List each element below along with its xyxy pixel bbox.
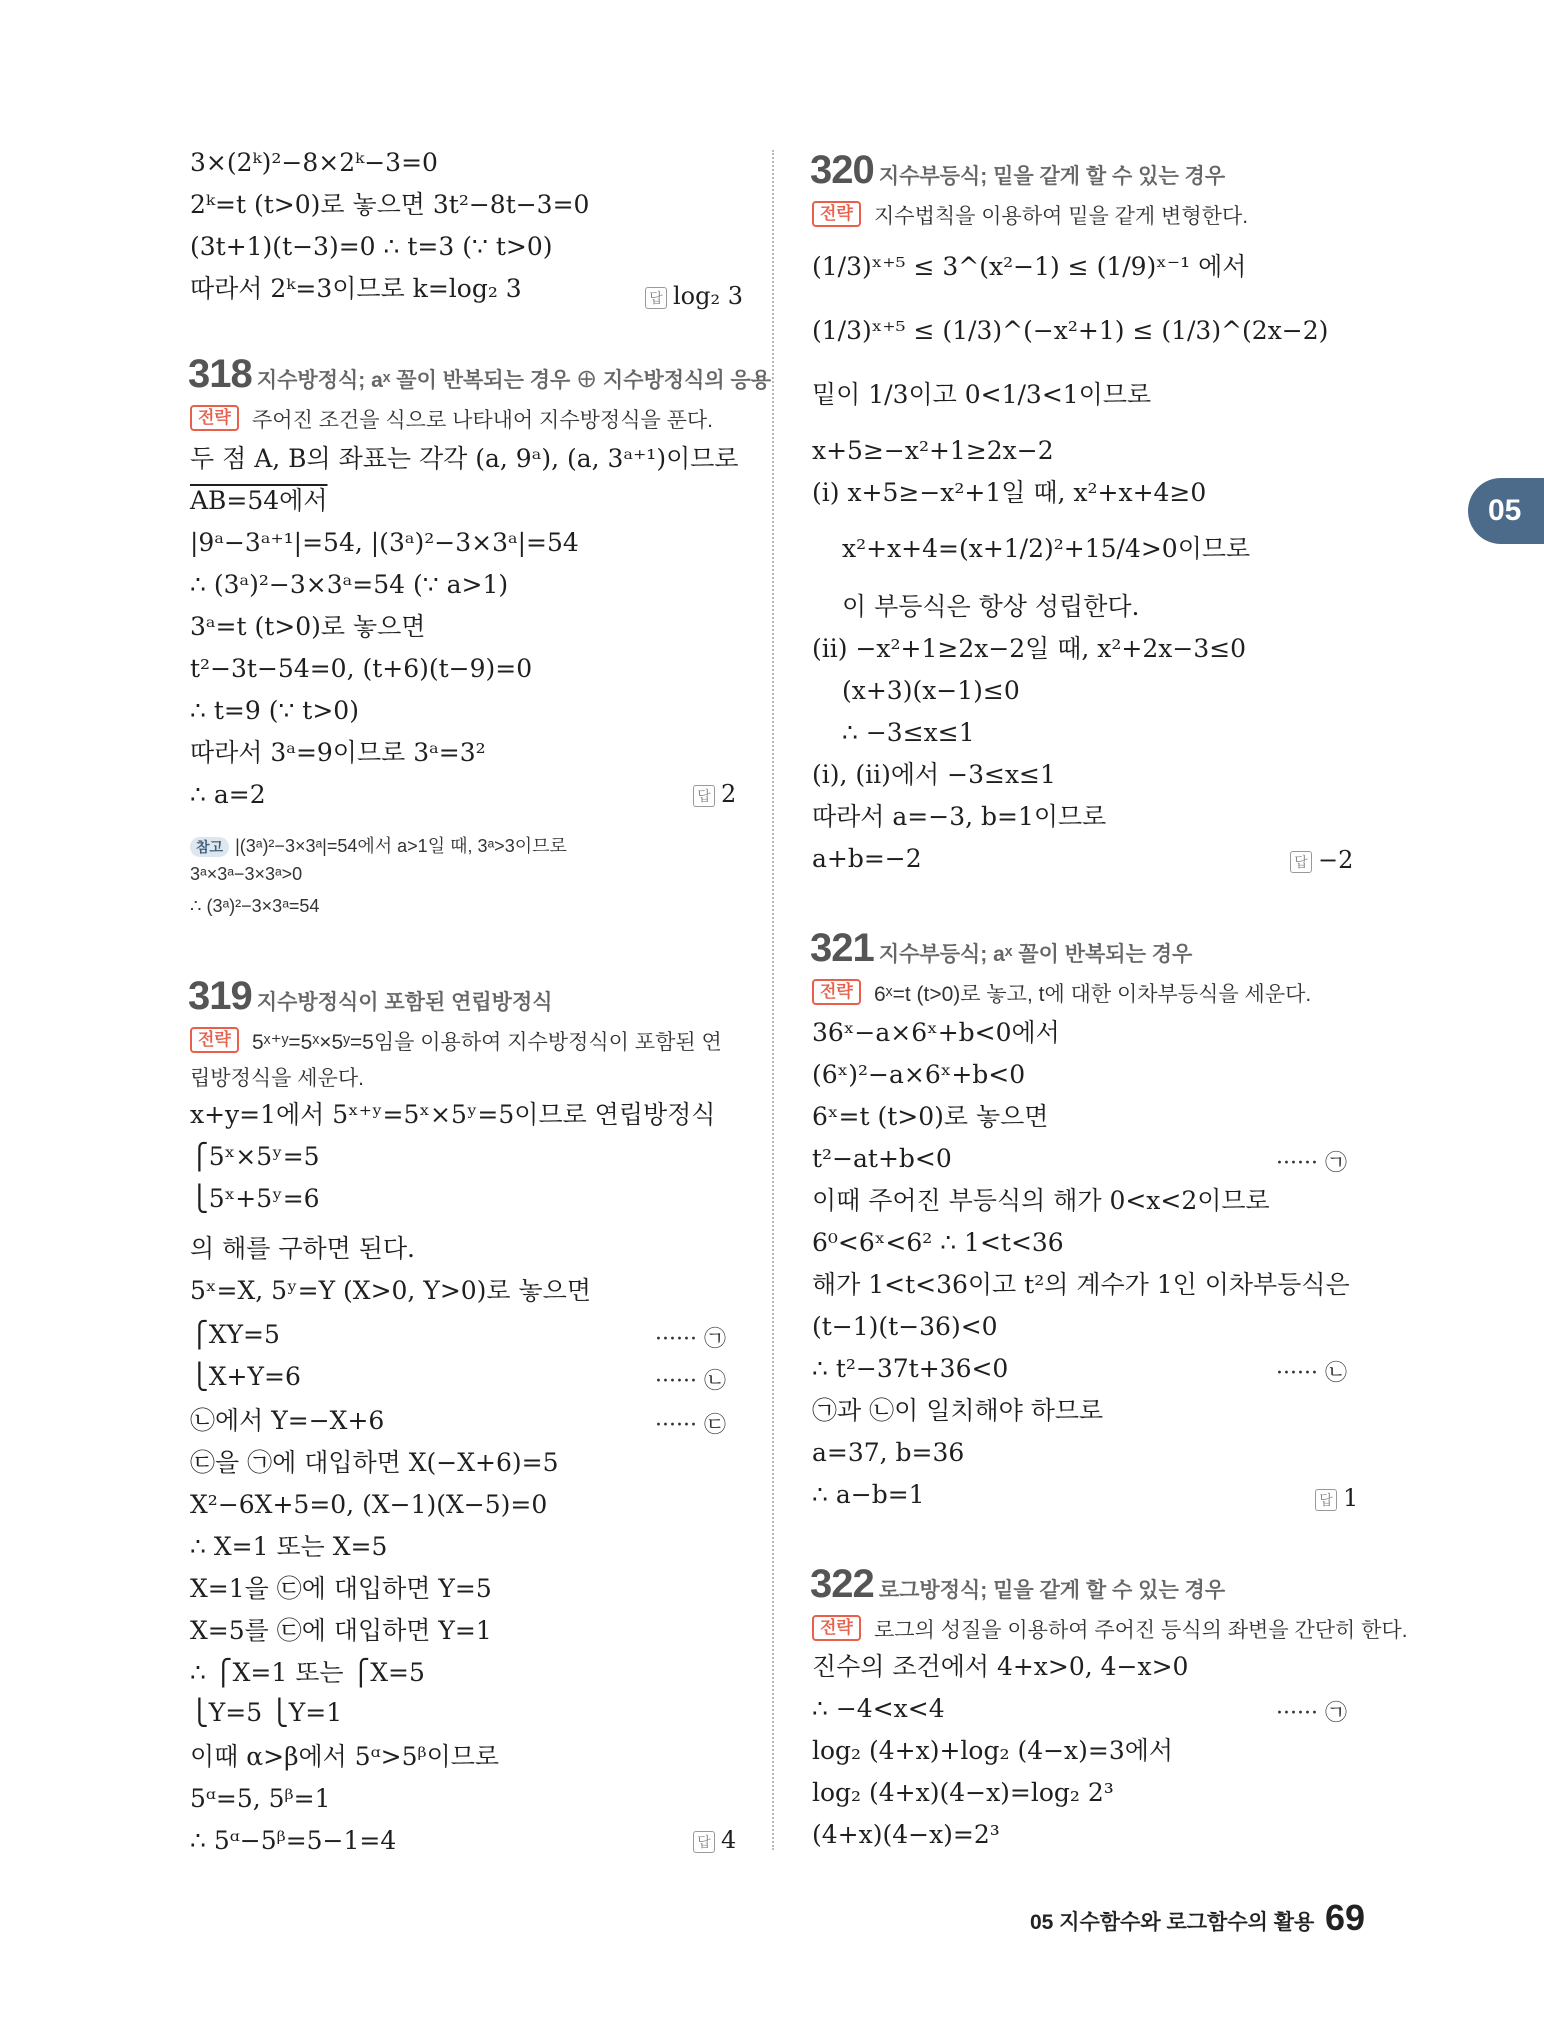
text-line: x+y=1에서 5ˣ⁺ʸ=5ˣ×5ʸ=5이므로 연립방정식 [190, 1100, 716, 1129]
text-line: ⎧5ˣ×5ʸ=5 [190, 1142, 320, 1171]
note-line: ∴ (3ᵃ)²−3×3ᵃ=54 [190, 896, 320, 916]
text-line: (1/3)ˣ⁺⁵ ≤ 3^(x²−1) ≤ (1/9)ˣ⁻¹ 에서 [812, 252, 1247, 281]
text-line: (t−1)(t−36)<0 [812, 1312, 998, 1341]
text-line: x²+x+4=(x+1/2)²+15/4>0이므로 [842, 534, 1251, 563]
text-line: ∴ a=2 [190, 780, 266, 809]
equation-mark: ······ ㉡ [655, 1369, 726, 1394]
text-line: X=1을 ㉢에 대입하면 Y=5 [190, 1574, 492, 1603]
answer-mark: 답 [693, 1831, 715, 1853]
column-divider [772, 150, 774, 1850]
answer-mark: 답 [693, 785, 715, 807]
answer [1315, 1484, 1358, 1512]
text-line: log₂ (4+x)(4−x)=log₂ 2³ [812, 1778, 1114, 1807]
text-line: ⎩X+Y=6 [190, 1362, 301, 1391]
answer-value: 1 [1343, 1484, 1359, 1512]
text-line: ∴ a−b=1 [812, 1480, 925, 1509]
text-line: log₂ (4+x)+log₂ (4−x)=3에서 [812, 1736, 1174, 1765]
answer-mark: 답 [1315, 1489, 1337, 1511]
text-line: x+5≥−x²+1≥2x−2 [812, 436, 1054, 465]
text-line: 이때 주어진 부등식의 해가 0<x<2이므로 [812, 1186, 1270, 1215]
text-line: |9ᵃ−3ᵃ⁺¹|=54, |(3ᵃ)²−3×3ᵃ|=54 [190, 528, 579, 557]
text-line: 따라서 3ᵃ=9이므로 3ᵃ=3² [190, 738, 486, 767]
text-line: 진수의 조건에서 4+x>0, 4−x>0 [812, 1652, 1189, 1681]
text-line: ∴ −3≤x≤1 [842, 718, 975, 747]
text-line: ⎩5ˣ+5ʸ=6 [190, 1184, 320, 1213]
text-line: ⎧XY=5 [190, 1320, 280, 1349]
problem-title: 지수방정식이 포함된 연립방정식 [256, 991, 553, 1014]
text-line: (4+x)(4−x)=2³ [812, 1820, 1000, 1849]
text-line: 따라서 a=−3, b=1이므로 [812, 802, 1107, 831]
problem-number: 318 [188, 352, 252, 396]
answer [645, 282, 743, 310]
problem-title: 지수방정식; aˣ 꼴이 반복되는 경우 ⊕ 지수방정식의 응용 [256, 369, 772, 392]
text-line: 6ˣ=t (t>0)로 놓으면 [812, 1102, 1049, 1131]
problem-header-319 [188, 974, 553, 1019]
text-line: AB=54에서 [190, 486, 328, 515]
problem-header-318 [188, 352, 771, 397]
equation-mark: ······ ㉠ [655, 1327, 726, 1352]
answer-mark: 답 [645, 287, 667, 309]
text-line: ∴ (3ᵃ)²−3×3ᵃ=54 (∵ a>1) [190, 570, 509, 599]
note-line: 3ᵃ×3ᵃ−3×3ᵃ>0 [190, 864, 303, 884]
strategy-tag: 전략 [812, 201, 861, 227]
equation-mark: ······ ㉢ [655, 1413, 726, 1438]
strategy-tag: 전략 [190, 1027, 239, 1053]
strategy-text: 5ˣ⁺ʸ=5ˣ×5ʸ=5임을 이용하여 지수방정식이 포함된 연 [252, 1031, 722, 1054]
text-line: 5ᵅ=5, 5ᵝ=1 [190, 1784, 331, 1813]
answer-value: −2 [1318, 846, 1354, 874]
strategy-tag: 전략 [190, 405, 239, 431]
strategy-tag: 전략 [812, 979, 861, 1005]
problem-header-320 [810, 148, 1225, 193]
text-line: a=37, b=36 [812, 1438, 965, 1467]
text-line: 이때 α>β에서 5ᵅ>5ᵝ이므로 [190, 1742, 500, 1771]
text-line: ∴ 5ᵅ−5ᵝ=5−1=4 [190, 1826, 397, 1855]
answer-value: 2 [721, 780, 737, 808]
text-line: 36ˣ−a×6ˣ+b<0에서 [812, 1018, 1060, 1047]
problem-title: 로그방정식; 밑을 같게 할 수 있는 경우 [878, 1579, 1226, 1602]
strategy-text: 6ˣ=t (t>0)로 놓고, t에 대한 이차부등식을 세운다. [874, 983, 1312, 1006]
text-line: ∴ ⎧X=1 또는 ⎧X=5 [190, 1658, 425, 1687]
footer-chapter: 05 지수함수와 로그함수의 활용 [1030, 1911, 1315, 1934]
text-line: (6ˣ)²−a×6ˣ+b<0 [812, 1060, 1026, 1089]
text-line: ㉢을 ㉠에 대입하면 X(−X+6)=5 [190, 1448, 559, 1477]
equation-mark: ······ ㉠ [1276, 1701, 1347, 1726]
strategy-text: 주어진 조건을 식으로 나타내어 지수방정식을 푼다. [252, 409, 714, 432]
text-line: (ⅱ) −x²+1≥2x−2일 때, x²+2x−3≤0 [812, 634, 1247, 663]
problem-number: 320 [810, 148, 874, 192]
text-line: X²−6X+5=0, (X−1)(X−5)=0 [190, 1490, 548, 1519]
text-line: ⎩Y=5 ⎩Y=1 [190, 1698, 343, 1727]
text-line: 3×(2ᵏ)²−8×2ᵏ−3=0 [190, 148, 438, 177]
answer [693, 780, 736, 808]
text-line: ∴ X=1 또는 X=5 [190, 1532, 388, 1561]
text-line: 의 해를 구하면 된다. [190, 1234, 415, 1263]
text-line: 따라서 2ᵏ=3이므로 k=log₂ 3 [190, 274, 522, 303]
text-line: 두 점 A, B의 좌표는 각각 (a, 9ᵃ), (a, 3ᵃ⁺¹)이므로 [190, 444, 739, 473]
text-line: 3ᵃ=t (t>0)로 놓으면 [190, 612, 426, 641]
strategy-text: 로그의 성질을 이용하여 주어진 등식의 좌변을 간단히 한다. [874, 1619, 1408, 1642]
text-line: 밑이 1/3이고 0<1/3<1이므로 [812, 380, 1152, 409]
text-line: 2ᵏ=t (t>0)로 놓으면 3t²−8t−3=0 [190, 190, 590, 219]
text-line: 6⁰<6ˣ<6² ∴ 1<t<36 [812, 1228, 1064, 1257]
text-line: 이 부등식은 항상 성립한다. [842, 592, 1140, 621]
answer [693, 1826, 736, 1854]
text-line: (3t+1)(t−3)=0 ∴ t=3 (∵ t>0) [190, 232, 553, 261]
problem-number: 319 [188, 974, 252, 1018]
text-line: 5ˣ=X, 5ʸ=Y (X>0, Y>0)로 놓으면 [190, 1276, 591, 1305]
answer-value: 4 [721, 1826, 737, 1854]
text-line: (1/3)ˣ⁺⁵ ≤ (1/3)^(−x²+1) ≤ (1/3)^(2x−2) [812, 316, 1329, 345]
page-number: 69 [1325, 1897, 1366, 1938]
text-line: ∴ t=9 (∵ t>0) [190, 696, 359, 725]
strategy-tag: 전략 [812, 1615, 861, 1641]
answer-mark: 답 [1290, 851, 1312, 873]
text-line: ∴ −4<x<4 [812, 1694, 945, 1723]
text-line: 해가 1<t<36이고 t²의 계수가 1인 이차부등식은 [812, 1270, 1350, 1299]
note-text: |(3ᵃ)²−3×3ᵃ|=54에서 a>1일 때, 3ᵃ>3이므로 [235, 836, 567, 856]
answer [1290, 846, 1353, 874]
text-line: (x+3)(x−1)≤0 [842, 676, 1020, 705]
problem-title: 지수부등식; 밑을 같게 할 수 있는 경우 [878, 165, 1226, 188]
text-line: t²−3t−54=0, (t+6)(t−9)=0 [190, 654, 533, 683]
problem-header-322 [810, 1562, 1225, 1607]
equation-mark: ······ ㉡ [1276, 1361, 1347, 1386]
strategy-text: 립방정식을 세운다. [190, 1067, 364, 1090]
problem-header-321 [810, 926, 1192, 971]
text-line: (ⅰ) x+5≥−x²+1일 때, x²+x+4≥0 [812, 478, 1207, 507]
text-line: ㉠과 ㉡이 일치해야 하므로 [812, 1396, 1104, 1425]
problem-title: 지수부등식; aˣ 꼴이 반복되는 경우 [878, 943, 1193, 966]
strategy-text: 지수법칙을 이용하여 밑을 같게 변형한다. [874, 205, 1249, 228]
answer-value: log₂ 3 [673, 282, 744, 310]
text-line: (ⅰ), (ⅱ)에서 −3≤x≤1 [812, 760, 1056, 789]
text-line: a+b=−2 [812, 844, 922, 873]
text-line: ∴ t²−37t+36<0 [812, 1354, 1009, 1383]
equation-mark: ······ ㉠ [1276, 1151, 1347, 1176]
text-line: X=5를 ㉢에 대입하면 Y=1 [190, 1616, 492, 1645]
text-line: t²−at+b<0 [812, 1144, 952, 1173]
note-line [190, 832, 567, 858]
problem-number: 321 [810, 926, 874, 970]
text-line: ㉡에서 Y=−X+6 [190, 1406, 385, 1435]
note-tag: 참고 [190, 837, 229, 857]
chapter-side-tab: 05 [1468, 478, 1544, 544]
problem-number: 322 [810, 1562, 874, 1606]
